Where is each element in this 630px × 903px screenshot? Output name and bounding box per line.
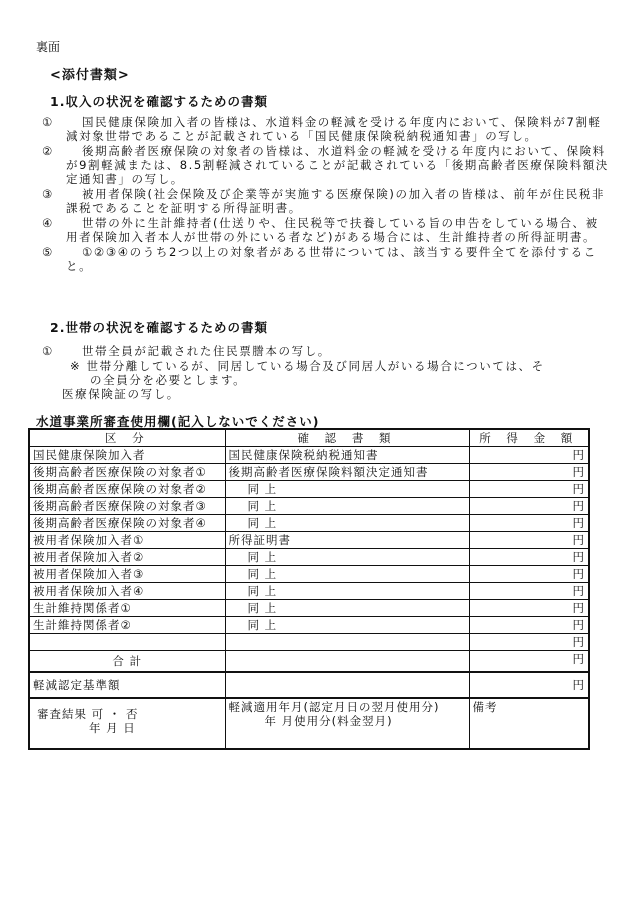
- row-income-yen: 円: [469, 600, 589, 617]
- household-extra-document: 医療保険証の写し。: [62, 387, 180, 401]
- row-income-yen: 円: [469, 515, 589, 532]
- table-row: [29, 515, 589, 532]
- item-number: ①: [42, 344, 53, 358]
- row-document: 同 上: [225, 515, 469, 532]
- row-income-yen: 円: [469, 549, 589, 566]
- income-section-heading: 1.収入の状況を確認するための書類: [50, 94, 268, 109]
- row-document: 同 上: [225, 481, 469, 498]
- row-income-yen: 円: [469, 464, 589, 481]
- row-document: 国民健康保険税納税通知書: [225, 447, 469, 464]
- item-text: 世帯の外に生計維持者(仕送りや、住民税等で扶養している旨の申告をしている場合、被用者保険加入者本人が世帯の外にいる者など)がある場合には、生計維持者の所得証明書。: [66, 216, 599, 244]
- item-number: ④: [42, 216, 53, 230]
- attachments-heading: <添付書類>: [50, 68, 130, 83]
- total-row: [29, 651, 589, 673]
- row-income-yen: 円: [469, 481, 589, 498]
- row-category: 被用者保険加入者①: [29, 532, 225, 549]
- list-item: [42, 144, 610, 186]
- row-category: 国民健康保険加入者: [29, 447, 225, 464]
- row-document: 同 上: [225, 583, 469, 600]
- header-document: 確 認 書 類: [225, 429, 469, 447]
- table-row: [29, 566, 589, 583]
- apply-cell: [225, 698, 469, 749]
- header-income: 所 得 金 額: [469, 429, 589, 447]
- item-text: 後期高齢者医療保険の対象者の皆様は、水道料金の軽減を受ける年度内において、保険料が9割軽減または、8.5割軽減されていることが記載されている「後期高齢者医療保険料額決定通知書」の写し。: [66, 144, 609, 186]
- list-item: [42, 187, 610, 215]
- row-category: 被用者保険加入者③: [29, 566, 225, 583]
- row-category: 後期高齢者医療保険の対象者④: [29, 515, 225, 532]
- review-table: [28, 428, 590, 750]
- standard-document: [225, 672, 469, 698]
- list-item: [42, 115, 610, 143]
- row-income-yen: 円: [469, 634, 589, 651]
- table-row: [29, 617, 589, 634]
- row-income-yen: 円: [469, 617, 589, 634]
- table-row: [29, 532, 589, 549]
- table-row: [29, 481, 589, 498]
- row-document: [225, 634, 469, 651]
- household-note-line1: ※ 世帯分離しているが、同居している場合及び同居人がいる場合については、そ: [70, 359, 545, 373]
- row-category: 後期高齢者医療保険の対象者①: [29, 464, 225, 481]
- row-category: 生計維持関係者②: [29, 617, 225, 634]
- row-document: 後期高齢者医療保険料額決定通知書: [225, 464, 469, 481]
- standard-label: 軽減認定基準額: [29, 672, 225, 698]
- item-number: ⑤: [42, 245, 53, 259]
- row-income-yen: 円: [469, 583, 589, 600]
- item-text: 世帯全員が記載された住民票謄本の写し。: [82, 344, 331, 358]
- review-table-title: 水道事業所審査使用欄(記入しないでください): [36, 414, 320, 429]
- standard-yen: 円: [469, 672, 589, 698]
- standard-row: [29, 672, 589, 698]
- row-document: 同 上: [225, 566, 469, 583]
- item-text: 被用者保険(社会保険及び企業等が実施する医療保険)の加入者の皆様は、前年が住民税非課税であることを証明する所得証明書。: [66, 187, 606, 215]
- list-item: [42, 344, 610, 358]
- row-document: 同 上: [225, 600, 469, 617]
- result-cell: [29, 698, 225, 749]
- row-category: 生計維持関係者①: [29, 600, 225, 617]
- total-label: 合 計: [29, 651, 225, 673]
- table-row: [29, 583, 589, 600]
- page-label: 裏面: [36, 40, 61, 54]
- item-number: ②: [42, 144, 53, 158]
- table-row: [29, 498, 589, 515]
- table-header-row: [29, 429, 589, 447]
- row-document: 所得証明書: [225, 532, 469, 549]
- household-document-list: [42, 344, 610, 401]
- item-text: ①②③④のうち2つ以上の対象者がある世帯については、該当する要件全てを添付すること。: [66, 245, 597, 273]
- row-document: 同 上: [225, 498, 469, 515]
- apply-sub: 年 月使用分(料金翌月): [264, 714, 393, 728]
- list-item: [42, 245, 610, 273]
- household-note-line2: の全員分を必要とします。: [90, 373, 247, 387]
- remarks-label: 備考: [472, 700, 498, 714]
- row-category: [29, 634, 225, 651]
- header-category: 区 分: [29, 429, 225, 447]
- row-category: 後期高齢者医療保険の対象者②: [29, 481, 225, 498]
- table-row: [29, 600, 589, 617]
- table-row: [29, 464, 589, 481]
- result-row: [29, 698, 589, 749]
- row-category: 被用者保険加入者④: [29, 583, 225, 600]
- row-income-yen: 円: [469, 532, 589, 549]
- total-yen: 円: [469, 651, 589, 673]
- remarks-cell: [469, 698, 589, 749]
- item-text: 国民健康保険加入者の皆様は、水道料金の軽減を受ける年度内において、保険料が7割軽減対象世帯であることが記載されている「国民健康保険税納税通知書」の写し。: [66, 115, 602, 143]
- table-row: [29, 447, 589, 464]
- household-section-heading: 2.世帯の状況を確認するための書類: [50, 320, 268, 335]
- row-document: 同 上: [225, 549, 469, 566]
- table-row: [29, 634, 589, 651]
- row-income-yen: 円: [469, 566, 589, 583]
- result-label: 審査結果 可 ・ 否: [37, 707, 139, 721]
- row-document: 同 上: [225, 617, 469, 634]
- item-number: ③: [42, 187, 53, 201]
- total-document: [225, 651, 469, 673]
- row-income-yen: 円: [469, 447, 589, 464]
- income-document-list: [42, 115, 610, 274]
- table-row: [29, 549, 589, 566]
- row-income-yen: 円: [469, 498, 589, 515]
- row-category: 後期高齢者医療保険の対象者③: [29, 498, 225, 515]
- item-number: ①: [42, 115, 53, 129]
- list-item: [42, 216, 610, 244]
- apply-label: 軽減適用年月(認定月日の翌月使用分): [228, 700, 440, 714]
- result-date: 年 月 日: [89, 721, 136, 735]
- row-category: 被用者保険加入者②: [29, 549, 225, 566]
